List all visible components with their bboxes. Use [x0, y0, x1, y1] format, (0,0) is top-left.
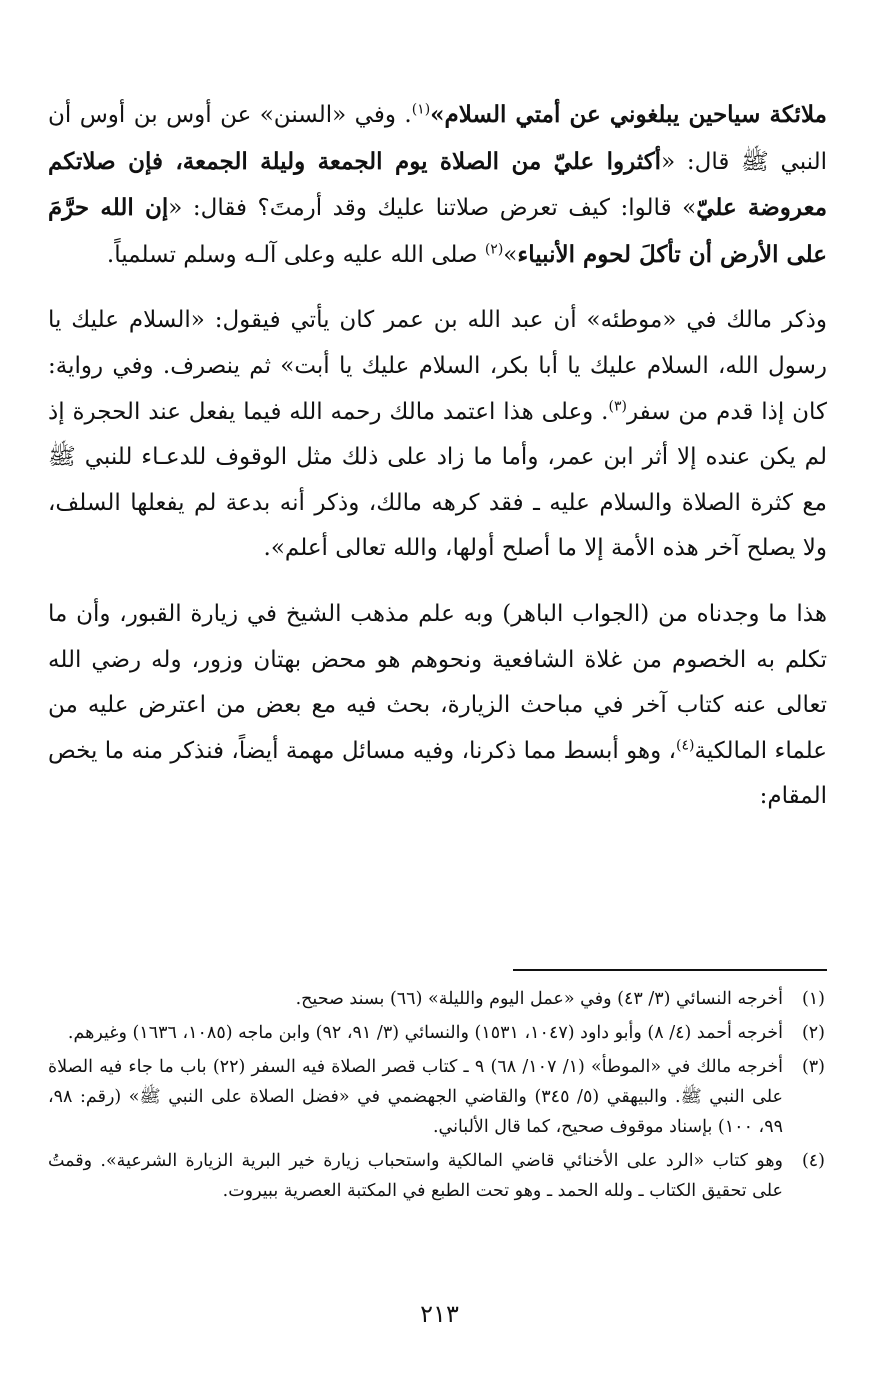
main-text: [48, 92, 827, 820]
footnote-marker: (٣): [608, 397, 627, 414]
bold-text-run: أكثروا عليّ من الصلاة يوم الجمعة وليلة الجمعة، فإن صلاتكم معروضة عليّ: [48, 147, 828, 222]
footnote-number: (٣): [801, 1057, 825, 1077]
footnote-text: أخرجه النسائي (٣/ ٤٣) وفي «عمل اليوم والليلة» (٦٦) بسند صحيح.: [295, 989, 783, 1009]
footnote-3: [48, 1052, 825, 1142]
footnotes: [48, 984, 825, 1210]
footnote-text: أخرجه أحمد (٤/ ٨) وأبو داود (١٠٤٧، ١٥٣١) والنسائي (٣/ ٩١، ٩٢) وابن ماجه (١٠٨٥، ١٦٣٦) وغيرهم.: [67, 1023, 783, 1043]
footnote-number: (١): [801, 989, 825, 1009]
text-run: »: [503, 241, 518, 268]
page-number: ٢١٣: [420, 1300, 459, 1328]
footnote-separator: [513, 969, 827, 971]
text-run: ، وهو أبسط مما ذكرنا، وفيه مسائل مهمة أيضاً، فنذكر منه ما يخص المقام:: [48, 737, 827, 810]
text-run: » قالوا: كيف تعرض صلاتنا عليك وقد أرمتَ؟ فقال: «: [168, 195, 697, 222]
bold-text-run: إن الله حرَّمَ على الأرض أن تأكلَ لحوم الأنبياء: [48, 194, 827, 268]
footnote-marker: (١): [411, 101, 431, 118]
paragraph-1: [48, 92, 827, 278]
footnote-1: [48, 984, 825, 1014]
footnote-marker: (٤): [676, 737, 695, 754]
text-run: صلى الله عليه وعلى آلـه وسلم تسلمياً.: [106, 241, 485, 268]
paragraph-3: [48, 592, 827, 820]
bold-text-run: ملائكة سياحين يبلغوني عن أمتي السلام»: [430, 101, 827, 128]
footnote-text: أخرجه مالك في «الموطأ» (١/ ١٠٧/ ٦٨) ٩ ـ كتاب قصر الصلاة فيه السفر (٢٢) باب ما جاء فيه الصلاة على النبي ﷺ. والبيهقي (٥/ ٣٤٥) والقاضي الجهضمي في «فضل الصلاة على النبي ﷺ» (رقم: ٩٨، ٩٩، ١٠٠) بإسناد موقوف صحيح، كما قال الألباني.: [48, 1057, 783, 1137]
paragraph-2: [48, 298, 827, 572]
text-run: . وعلى هذا اعتمد مالك رحمه الله فيما يفعل عند الحجرة إذ لم يكن عنده إلا أثر ابن عمر، وأما ما زاد على ذلك مثل الوقوف للدعـاء للنبي ﷺ مع كثرة الصلاة والسلام عليه ـ فقد كرهه مالك، وذكر أنه بدعة لم يفعلها السلف، ولا يصلح آخر هذه الأمة إلا ما أصلح أولها، والله تعالى أعلم».: [48, 398, 827, 562]
footnote-number: (٢): [801, 1023, 825, 1043]
text-run: هذا ما وجدناه من (الجواب الباهر) وبه علم مذهب الشيخ في زيارة القبور، وأن ما تكلم به الخصوم من غلاة الشافعية ونحوهم هو محض بهتان وزور، وله رضي الله تعالى عنه كتاب آخر في مباحث الزيارة، بحث فيه مع بعض من اعترض عليه من علماء المالكية: [48, 600, 827, 764]
text-run: . وفي «السنن» عن أوس بن أوس أن النبي ﷺ قال: «: [48, 102, 827, 175]
footnote-4: [48, 1146, 825, 1206]
footnote-text: وهو كتاب «الرد على الأخنائي قاضي المالكية واستحباب زيارة خير البرية الزيارة الشرعية». وقمتُ على تحقيق الكتاب ـ ولله الحمد ـ وهو تحت الطبع في المكتبة العصرية ببيروت.: [48, 1151, 783, 1201]
footnote-marker: (٢): [484, 241, 504, 258]
text-run: وذكر مالك في «موطئه» أن عبد الله بن عمر كان يأتي فيقول: «السلام عليك يا رسول الله، السلام عليك يا أبا بكر، السلام عليك يا أبت» ثم ينصرف. وفي رواية: كان إذا قدم من سفر: [48, 307, 827, 425]
footnote-number: (٤): [801, 1151, 825, 1171]
footnote-2: [48, 1018, 825, 1048]
